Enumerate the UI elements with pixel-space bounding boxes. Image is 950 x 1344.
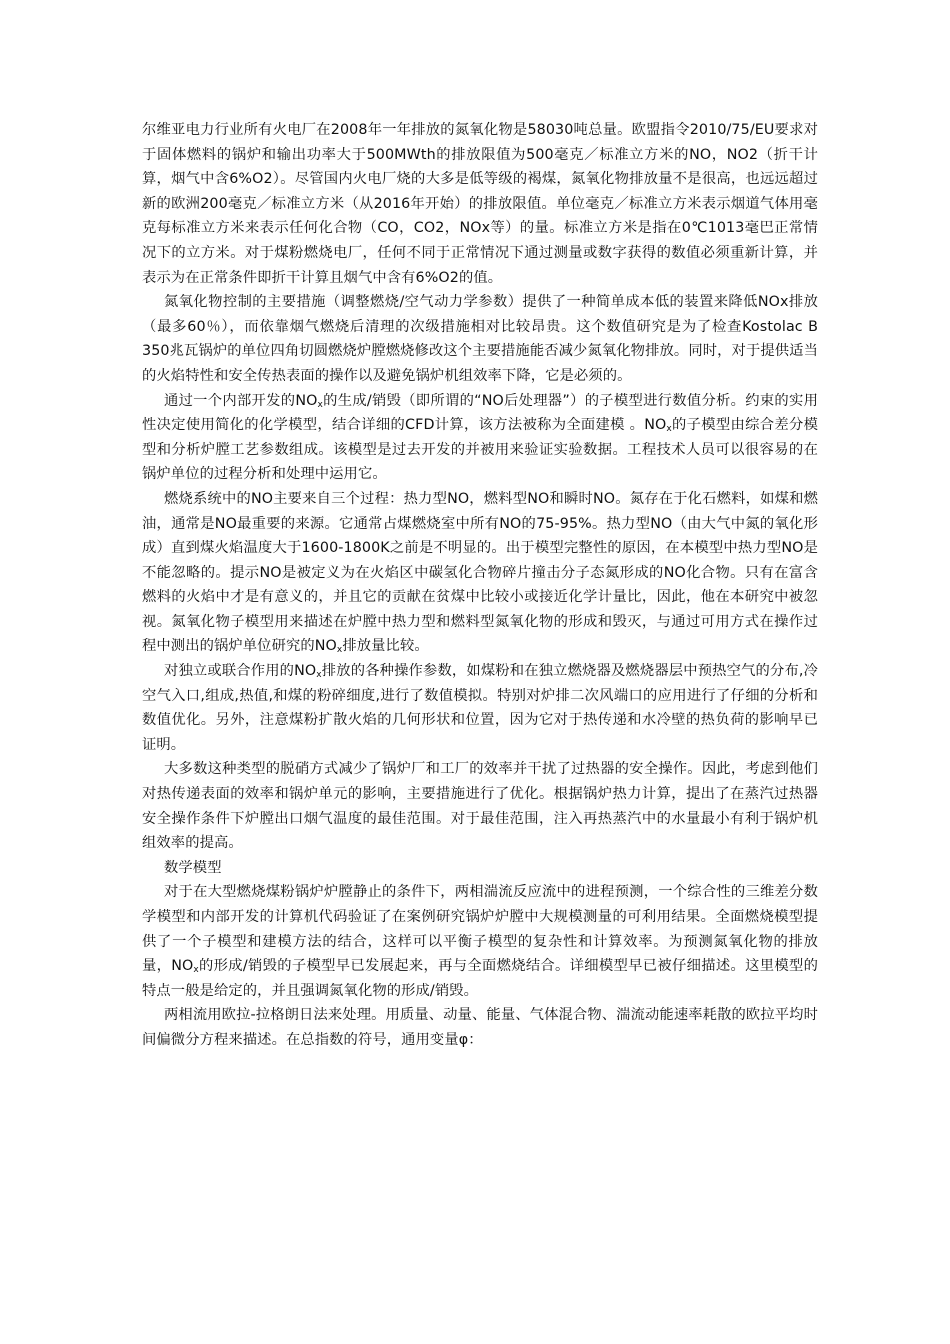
paragraph-7-text-b: 的形成/销毁的子模型早已发展起来，再与全面燃烧结合。详细模型早已被仔细描述。这里模型的特点一般是给定的，并且强调氮氧化物的形成/销毁。 [142,958,818,999]
paragraph-5-text-a: 对独立或联合作用的NO [164,663,317,680]
section-heading: 数学模型 [164,859,222,876]
paragraph-4 [142,487,818,659]
paragraph-2: 氮氧化物控制的主要措施（调整燃烧/空气动力学参数）提供了一种简单成本低的装置来降低NOx排放（最多60％），而依靠烟气燃烧后清理的次级措施相对比较昂贵。这个数值研究是为了检查Kostolac B 350兆瓦锅炉的单位四角切圆燃烧炉膛燃烧修改这个主要措施能否减少氮氧化物排放。同时，对于提供适当的火焰特性和安全传热表面的操作以及避免锅炉机组效率下降，它是必须的。 [142,294,818,384]
subscript-x: x [316,670,322,681]
subscript-x: x [317,399,323,410]
paragraph-3-text-c: 的子模型由综合差分模型和分析炉膛工艺参数组成。该模型是过去开发的并被用来验证实验数据。工程技术人员可以很容易的在锅炉单位的过程分析和处理中运用它。 [142,417,818,483]
paragraph-7 [142,880,818,1003]
subscript-x: x [193,965,199,976]
paragraph-4-text-a: 燃烧系统中的NO主要来自三个过程：热力型NO，燃料型NO和瞬时NO。氮存在于化石燃料，如煤和燃油，通常是NO最重要的来源。它通常占煤燃烧室中所有NO的75-95%。热力型NO（由大气中氮的氧化形成）直到煤火焰温度大于1600-1800K之前是不明显的。出于模型完整性的原因，在本模型中热力型NO是不能忽略的。提示NO是被定义为在火焰区中碳氢化合物碎片撞击分子态氮形成的NO化合物。只有在富含燃料的火焰中才是有意义的，并且它的贡献在贫煤中比较小或接近化学计量比，因此，他在本研究中被忽视。氮氧化物子模型用来描述在炉膛中热力型和燃料型氮氧化物的形成和毁灭，与通过可用方式在操作过程中测出的锅炉单位研究的NO [142,490,818,655]
paragraph-3-text-a: 通过一个内部开发的NO [164,392,318,409]
paragraph-4-text-b: 排放量比较。 [342,638,429,655]
paragraph-7-text-a: 对于在大型燃烧煤粉锅炉炉膛静止的条件下，两相湍流反应流中的进程预测，一个综合性的三维差分数学模型和内部开发的计算机代码验证了在案例研究锅炉炉膛中大规模测量的可利用结果。全面燃烧模型提供了一个子模型和建模方法的结合，这样可以平衡子模型的复杂性和计算效率。为预测氮氧化物的排放量，NO [142,884,818,975]
paragraph-1: 尔维亚电力行业所有火电厂在2008年一年排放的氮氧化物是58030吨总量。欧盟指令2010/75/EU要求对于固体燃料的锅炉和输出功率大于500MWth的排放限值为500毫克／标准立方米的NO，NO2（折干计算，烟气中含6%O2）。尽管国内火电厂烧的大多是低等级的褐煤，氮氧化物排放量不是很高，也远远超过新的欧洲200毫克／标准立方米（从2016年开始）的排放限值。单位毫克／标准立方米表示烟道气体用毫克每标准立方米来表示任何化合物（CO，CO2，NOx等）的量。标准立方米是指在0℃1013毫巴正常情况下的立方米。对于煤粉燃烧电厂，任何不同于正常情况下通过测量或数字获得的数值必须重新计算，并表示为在正常条件即折干计算且烟气中含有6%O2的值。 [142,122,819,286]
paragraph-5 [142,659,818,757]
paragraph-5-text-b: 排放的各种操作参数，如煤粉和在独立燃烧器及燃烧器层中预热空气的分布,冷空气入口,组成,热值,和煤的粉碎细度,进行了数值模拟。特别对炉排二次风端口的应用进行了仔细的分析和数值优化。另外，注意煤粉扩散火焰的几何形状和位置，因为它对于热传递和水冷壁的热负荷的影响早已证明。 [142,663,819,753]
paragraph-8: 两相流用欧拉-拉格朗日法来处理。用质量、动量、能量、气体混合物、湍流动能速率耗散的欧拉平均时间偏微分方程来描述。在总指数的符号，通用变量φ： [142,1007,818,1048]
document-body [142,118,818,1053]
subscript-x: x [336,645,343,656]
subscript-x: x [666,424,672,435]
paragraph-6: 大多数这种类型的脱硝方式减少了锅炉厂和工厂的效率并干扰了过热器的安全操作。因此，考虑到他们对热传递表面的效率和锅炉单元的影响，主要措施进行了优化。根据锅炉热力计算，提出了在蒸汽过热器安全操作条件下炉膛出口烟气温度的最佳范围。对于最佳范围，注入再热蒸汽中的水量最小有利于锅炉机组效率的提高。 [142,761,818,852]
paragraph-3 [142,389,818,487]
paragraph-3-text-b: 的生成/销毁（即所谓的“NO后处理器”）的子模型进行数值分析。约束的实用性决定使用简化的化学模型，结合详细的CFD计算，该方法被称为全面建模 。NO [142,392,818,434]
